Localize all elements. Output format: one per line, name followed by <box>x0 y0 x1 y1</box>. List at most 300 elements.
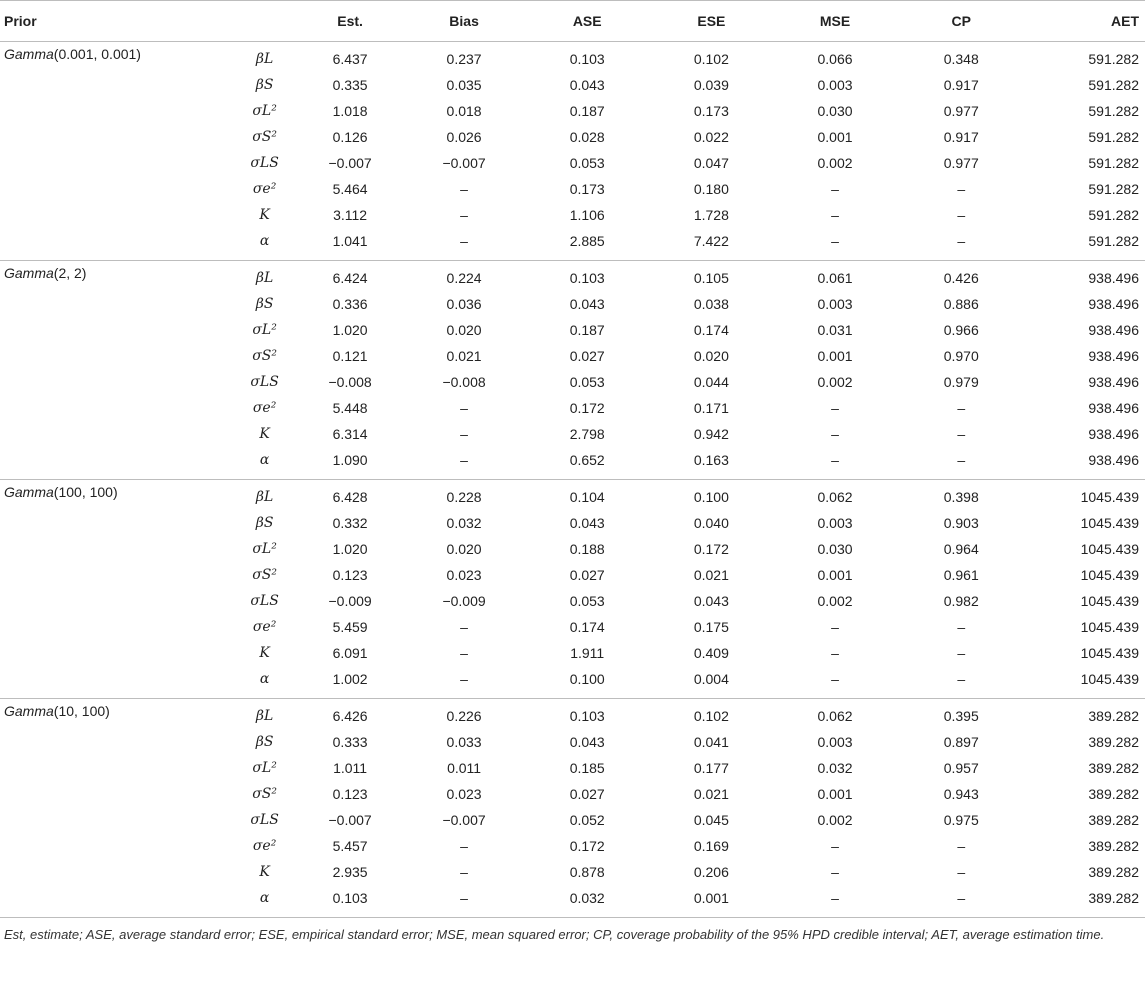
bias-cell: – <box>460 645 468 661</box>
cp-cell: – <box>899 666 1024 699</box>
aet-cell: 938.496 <box>1088 322 1139 338</box>
cp-cell: – <box>957 619 966 635</box>
ese-cell: 0.102 <box>693 708 729 724</box>
prior-cell <box>0 291 234 317</box>
mse-cell: 0.002 <box>817 155 853 171</box>
table-row <box>0 343 1145 369</box>
header-row <box>0 1 1145 42</box>
cp-cell: 0.970 <box>943 348 979 364</box>
ese-cell: 0.041 <box>693 734 729 750</box>
ase-cell: 0.104 <box>569 489 605 505</box>
ase-cell: 0.103 <box>569 51 605 67</box>
prior-cell <box>0 317 234 343</box>
bias-cell: 0.033 <box>446 734 482 750</box>
mse-cell: – <box>771 447 898 480</box>
prior-name: Gamma <box>4 46 54 62</box>
est-cell: 1.011 <box>333 760 368 776</box>
table-row <box>0 729 1145 755</box>
est-cell: 1.020 <box>332 322 368 338</box>
ase-cell: 0.053 <box>569 374 605 390</box>
bias-cell: 0.237 <box>446 51 482 67</box>
bias-cell: – <box>460 181 468 197</box>
mse-cell: 0.030 <box>817 541 853 557</box>
param-cell: βL <box>255 489 274 505</box>
prior-cell <box>0 614 234 640</box>
mse-cell: – <box>831 426 839 442</box>
prior-cell <box>0 421 234 447</box>
aet-cell: 1045.439 <box>1080 593 1139 609</box>
table-row <box>0 833 1145 859</box>
mse-cell: 0.031 <box>817 322 853 338</box>
prior-cell <box>0 124 234 150</box>
est-cell: 6.437 <box>332 51 368 67</box>
est-cell: 1.020 <box>332 541 368 557</box>
cp-cell: – <box>957 181 966 197</box>
mse-cell: – <box>831 400 839 416</box>
param-cell: K <box>259 207 270 223</box>
cp-cell: – <box>957 864 966 880</box>
ase-cell: 0.043 <box>569 515 605 531</box>
prior-name: Gamma <box>4 484 54 500</box>
prior-cell <box>0 755 234 781</box>
bias-cell: 0.035 <box>446 77 482 93</box>
prior-cell <box>0 588 234 614</box>
est-cell: 2.935 <box>332 864 368 880</box>
est-cell: 0.126 <box>332 129 368 145</box>
prior-args: (100, 100) <box>53 484 118 500</box>
ese-cell: 0.038 <box>693 296 729 312</box>
table-row <box>0 562 1145 588</box>
table-row <box>0 480 1145 511</box>
prior-cell <box>0 202 234 228</box>
bias-cell: – <box>405 447 523 480</box>
cp-cell: 0.398 <box>943 489 979 505</box>
ase-cell: 0.188 <box>569 541 605 557</box>
aet-cell: 1045.439 <box>1024 666 1145 699</box>
ase-cell: 0.032 <box>523 885 651 918</box>
prior-cell <box>0 42 234 73</box>
mse-cell: 0.001 <box>817 129 853 145</box>
aet-cell: 1045.439 <box>1080 541 1139 557</box>
param-cell: σS² <box>252 567 277 583</box>
ase-cell: 0.043 <box>569 77 605 93</box>
prior-args: (2, 2) <box>53 265 87 281</box>
aet-cell: 389.282 <box>1088 786 1139 802</box>
mse-cell: 0.003 <box>817 77 853 93</box>
param-cell: σS² <box>252 786 277 802</box>
cp-cell: 0.977 <box>943 103 979 119</box>
aet-cell: 938.496 <box>1088 400 1139 416</box>
est-cell: 1.002 <box>295 666 405 699</box>
cp-cell: – <box>899 447 1024 480</box>
cp-cell: – <box>957 645 966 661</box>
prior-cell <box>0 72 234 98</box>
bias-cell: 0.228 <box>446 489 482 505</box>
ase-cell: 0.172 <box>569 838 605 854</box>
aet-cell: 938.496 <box>1024 447 1145 480</box>
mse-cell: – <box>831 181 839 197</box>
prior-cell <box>0 176 234 202</box>
param-cell: σLS <box>250 374 279 390</box>
bias-cell: – <box>460 864 468 880</box>
mse-cell: 0.061 <box>817 270 853 286</box>
ese-cell: 0.020 <box>693 348 729 364</box>
param-cell: σL² <box>252 103 277 119</box>
param-cell: α <box>234 885 295 918</box>
ese-cell: 0.044 <box>693 374 729 390</box>
ase-cell: 0.052 <box>569 812 605 828</box>
est-cell: 6.424 <box>332 270 368 286</box>
ase-cell: 0.185 <box>569 760 605 776</box>
cp-cell: 0.982 <box>943 593 979 609</box>
cp-cell: 0.979 <box>943 374 979 390</box>
table-row <box>0 447 1145 480</box>
param-cell: σLS <box>250 155 279 171</box>
cp-cell: 0.886 <box>943 296 979 312</box>
table-row <box>0 666 1145 699</box>
ese-cell: 0.021 <box>693 567 729 583</box>
param-cell: σL² <box>252 760 277 776</box>
prior-cell <box>0 510 234 536</box>
prior-cell <box>0 228 234 261</box>
aet-cell: 591.282 <box>1088 103 1139 119</box>
table-row <box>0 421 1145 447</box>
est-cell: 0.121 <box>332 348 368 364</box>
bias-cell: −0.008 <box>442 374 486 390</box>
prior-cell <box>0 833 234 859</box>
ese-cell: 0.100 <box>693 489 729 505</box>
param-cell: K <box>259 864 270 880</box>
est-cell: 5.464 <box>332 181 368 197</box>
bias-cell: −0.007 <box>442 155 486 171</box>
header-mse: MSE <box>771 1 898 42</box>
ase-cell: 0.103 <box>569 708 605 724</box>
table-row <box>0 510 1145 536</box>
aet-cell: 389.282 <box>1088 812 1139 828</box>
ase-cell: 0.043 <box>569 734 605 750</box>
cp-cell: 0.897 <box>943 734 979 750</box>
header-prior: Prior <box>0 1 234 42</box>
ase-cell: 0.174 <box>569 619 605 635</box>
table-row <box>0 176 1145 202</box>
mse-cell: 0.001 <box>817 348 853 364</box>
prior-cell <box>0 536 234 562</box>
table-footnote: Est, estimate; ASE, average standard error; ESE, empirical standard error; MSE, mean squared error; CP, coverage probability of the 95% HPD credible interval; AET, average estimation time. <box>4 927 1105 942</box>
mse-cell: – <box>831 645 839 661</box>
param-cell: K <box>259 426 270 442</box>
aet-cell: 591.282 <box>1088 51 1139 67</box>
table-row <box>0 614 1145 640</box>
est-cell: −0.009 <box>328 593 372 609</box>
ese-cell: 0.047 <box>693 155 729 171</box>
est-cell: 0.333 <box>332 734 368 750</box>
cp-cell: – <box>899 228 1024 261</box>
param-cell: K <box>259 645 270 661</box>
ese-cell: 0.102 <box>693 51 729 67</box>
ese-cell: 0.173 <box>693 103 729 119</box>
bias-cell: 0.226 <box>446 708 482 724</box>
aet-cell: 591.282 <box>1088 207 1139 223</box>
est-cell: 3.112 <box>333 207 368 223</box>
prior-cell <box>0 640 234 666</box>
aet-cell: 938.496 <box>1088 270 1139 286</box>
aet-cell: 938.496 <box>1088 348 1139 364</box>
cp-cell: 0.961 <box>943 567 979 583</box>
header-cp: CP <box>899 1 1024 42</box>
est-cell: 1.090 <box>295 447 405 480</box>
aet-cell: 938.496 <box>1088 426 1139 442</box>
header-ese: ESE <box>651 1 771 42</box>
mse-cell: – <box>831 207 839 223</box>
ese-cell: 0.163 <box>651 447 771 480</box>
cp-cell: 0.964 <box>943 541 979 557</box>
bias-cell: – <box>405 885 523 918</box>
ase-cell: 0.028 <box>569 129 605 145</box>
ase-cell: 0.053 <box>569 155 605 171</box>
est-cell: 0.335 <box>332 77 368 93</box>
aet-cell: 591.282 <box>1024 228 1145 261</box>
prior-cell <box>0 729 234 755</box>
param-cell: σLS <box>250 593 279 609</box>
prior-cell <box>0 150 234 176</box>
ese-cell: 0.021 <box>693 786 729 802</box>
table-row <box>0 369 1145 395</box>
table-row <box>0 640 1145 666</box>
ase-cell: 2.798 <box>569 426 605 442</box>
ese-cell: 0.004 <box>651 666 771 699</box>
bias-cell: 0.023 <box>446 786 482 802</box>
ese-cell: 0.206 <box>693 864 729 880</box>
param-cell: σS² <box>252 129 277 145</box>
cp-cell: 0.957 <box>943 760 979 776</box>
mse-cell: 0.002 <box>817 374 853 390</box>
cp-cell: 0.966 <box>943 322 979 338</box>
cp-cell: 0.348 <box>943 51 979 67</box>
bias-cell: – <box>460 207 468 223</box>
param-cell: σe² <box>252 181 277 197</box>
cp-cell: – <box>957 400 966 416</box>
table-row <box>0 150 1145 176</box>
aet-cell: 938.496 <box>1088 374 1139 390</box>
table-row <box>0 202 1145 228</box>
bias-cell: 0.018 <box>446 103 482 119</box>
bias-cell: – <box>460 400 468 416</box>
bias-cell: – <box>405 228 523 261</box>
ese-cell: 0.169 <box>693 838 729 854</box>
param-cell: βS <box>255 77 274 93</box>
mse-cell: 0.002 <box>817 593 853 609</box>
ese-cell: 0.942 <box>693 426 729 442</box>
ese-cell: 0.177 <box>693 760 729 776</box>
ase-cell: 0.652 <box>523 447 651 480</box>
ese-cell: 1.728 <box>693 207 729 223</box>
cp-cell: 0.977 <box>943 155 979 171</box>
est-cell: 0.103 <box>295 885 405 918</box>
ese-cell: 7.422 <box>651 228 771 261</box>
bias-cell: – <box>460 426 468 442</box>
prior-args: (10, 100) <box>53 703 110 719</box>
est-cell: 0.123 <box>332 567 368 583</box>
est-cell: 1.018 <box>332 103 368 119</box>
header-est: Est. <box>295 1 405 42</box>
cp-cell: 0.426 <box>943 270 979 286</box>
param-cell: σe² <box>252 838 277 854</box>
ese-cell: 0.175 <box>693 619 729 635</box>
ese-cell: 0.040 <box>693 515 729 531</box>
ese-cell: 0.171 <box>693 400 729 416</box>
ese-cell: 0.045 <box>693 812 729 828</box>
mse-cell: 0.001 <box>817 567 853 583</box>
aet-cell: 389.282 <box>1088 864 1139 880</box>
ase-cell: 0.173 <box>569 181 605 197</box>
ese-cell: 0.043 <box>693 593 729 609</box>
header-param <box>234 1 295 42</box>
ase-cell: 0.187 <box>569 103 605 119</box>
header-aet: AET <box>1024 1 1145 42</box>
ase-cell: 0.172 <box>569 400 605 416</box>
ase-cell: 0.053 <box>569 593 605 609</box>
table-row <box>0 98 1145 124</box>
table-row <box>0 781 1145 807</box>
est-cell: 0.332 <box>332 515 368 531</box>
param-cell: σL² <box>252 322 277 338</box>
prior-cell <box>0 666 234 699</box>
param-cell: σL² <box>252 541 277 557</box>
aet-cell: 389.282 <box>1088 760 1139 776</box>
est-cell: 5.459 <box>332 619 368 635</box>
aet-cell: 1045.439 <box>1080 515 1139 531</box>
table-body <box>0 42 1145 918</box>
mse-cell: 0.066 <box>817 51 853 67</box>
bias-cell: 0.023 <box>446 567 482 583</box>
cp-cell: 0.943 <box>943 786 979 802</box>
ese-cell: 0.105 <box>693 270 729 286</box>
prior-cell <box>0 781 234 807</box>
aet-cell: 1045.439 <box>1080 489 1139 505</box>
prior-cell <box>0 562 234 588</box>
bias-cell: 0.020 <box>446 322 482 338</box>
ase-cell: 0.027 <box>569 786 605 802</box>
est-cell: 6.091 <box>332 645 368 661</box>
ase-cell: 0.100 <box>523 666 651 699</box>
ase-cell: 0.027 <box>569 567 605 583</box>
param-cell: βL <box>255 708 274 724</box>
mse-cell: – <box>831 864 839 880</box>
param-cell: σe² <box>252 619 277 635</box>
param-cell: βS <box>255 734 274 750</box>
mse-cell: 0.062 <box>817 489 853 505</box>
prior-cell <box>0 885 234 918</box>
mse-cell: 0.062 <box>817 708 853 724</box>
est-cell: 6.314 <box>332 426 368 442</box>
aet-cell: 1045.439 <box>1080 567 1139 583</box>
bias-cell: 0.021 <box>446 348 482 364</box>
bias-cell: 0.011 <box>447 760 482 776</box>
param-cell: σLS <box>250 812 279 828</box>
bias-cell: 0.026 <box>446 129 482 145</box>
cp-cell: 0.917 <box>943 129 979 145</box>
mse-cell: 0.003 <box>817 515 853 531</box>
table-row <box>0 588 1145 614</box>
prior-cell <box>0 369 234 395</box>
cp-cell: 0.917 <box>943 77 979 93</box>
aet-cell: 389.282 <box>1088 734 1139 750</box>
cp-cell: – <box>957 838 966 854</box>
aet-cell: 591.282 <box>1088 155 1139 171</box>
table-row <box>0 261 1145 292</box>
est-cell: 5.457 <box>332 838 368 854</box>
mse-cell: 0.002 <box>817 812 853 828</box>
prior-name: Gamma <box>4 703 54 719</box>
ase-cell: 0.027 <box>569 348 605 364</box>
ase-cell: 2.885 <box>523 228 651 261</box>
table-row <box>0 317 1145 343</box>
prior-cell <box>0 98 234 124</box>
param-cell: βL <box>255 51 274 67</box>
cp-cell: 0.975 <box>943 812 979 828</box>
bias-cell: – <box>405 666 523 699</box>
est-cell: −0.008 <box>328 374 372 390</box>
bias-cell: 0.020 <box>446 541 482 557</box>
mse-cell: 0.030 <box>817 103 853 119</box>
est-cell: 6.426 <box>332 708 368 724</box>
bias-cell: −0.007 <box>442 812 486 828</box>
prior-cell <box>0 699 234 730</box>
ase-cell: 0.187 <box>569 322 605 338</box>
table-row <box>0 72 1145 98</box>
header-ase: ASE <box>523 1 651 42</box>
ase-cell: 1.911 <box>570 645 605 661</box>
aet-cell: 938.496 <box>1088 296 1139 312</box>
aet-cell: 591.282 <box>1088 181 1139 197</box>
mse-cell: – <box>771 885 898 918</box>
aet-cell: 389.282 <box>1088 708 1139 724</box>
bias-cell: – <box>460 838 468 854</box>
cp-cell: – <box>957 426 966 442</box>
mse-cell: 0.003 <box>817 734 853 750</box>
ese-cell: 0.001 <box>651 885 771 918</box>
prior-cell <box>0 395 234 421</box>
prior-cell <box>0 480 234 511</box>
prior-args: (0.001, 0.001) <box>53 46 141 62</box>
mse-cell: 0.032 <box>817 760 853 776</box>
table-row <box>0 755 1145 781</box>
param-cell: βS <box>255 296 274 312</box>
param-cell: α <box>234 447 295 480</box>
prior-cell <box>0 859 234 885</box>
table-row <box>0 699 1145 730</box>
param-cell: σS² <box>252 348 277 364</box>
mse-cell: – <box>831 838 839 854</box>
aet-cell: 1045.439 <box>1080 619 1139 635</box>
table-row <box>0 42 1145 73</box>
bias-cell: −0.009 <box>442 593 486 609</box>
mse-cell: – <box>771 228 898 261</box>
header-bias: Bias <box>405 1 523 42</box>
bias-cell: 0.224 <box>446 270 482 286</box>
bias-cell: – <box>460 619 468 635</box>
mse-cell: 0.001 <box>817 786 853 802</box>
table-row <box>0 536 1145 562</box>
aet-cell: 389.282 <box>1088 838 1139 854</box>
est-cell: 5.448 <box>332 400 368 416</box>
cp-cell: – <box>957 207 966 223</box>
table-row <box>0 807 1145 833</box>
est-cell: 0.336 <box>332 296 368 312</box>
ese-cell: 0.180 <box>693 181 729 197</box>
ase-cell: 0.103 <box>569 270 605 286</box>
mse-cell: – <box>831 619 839 635</box>
